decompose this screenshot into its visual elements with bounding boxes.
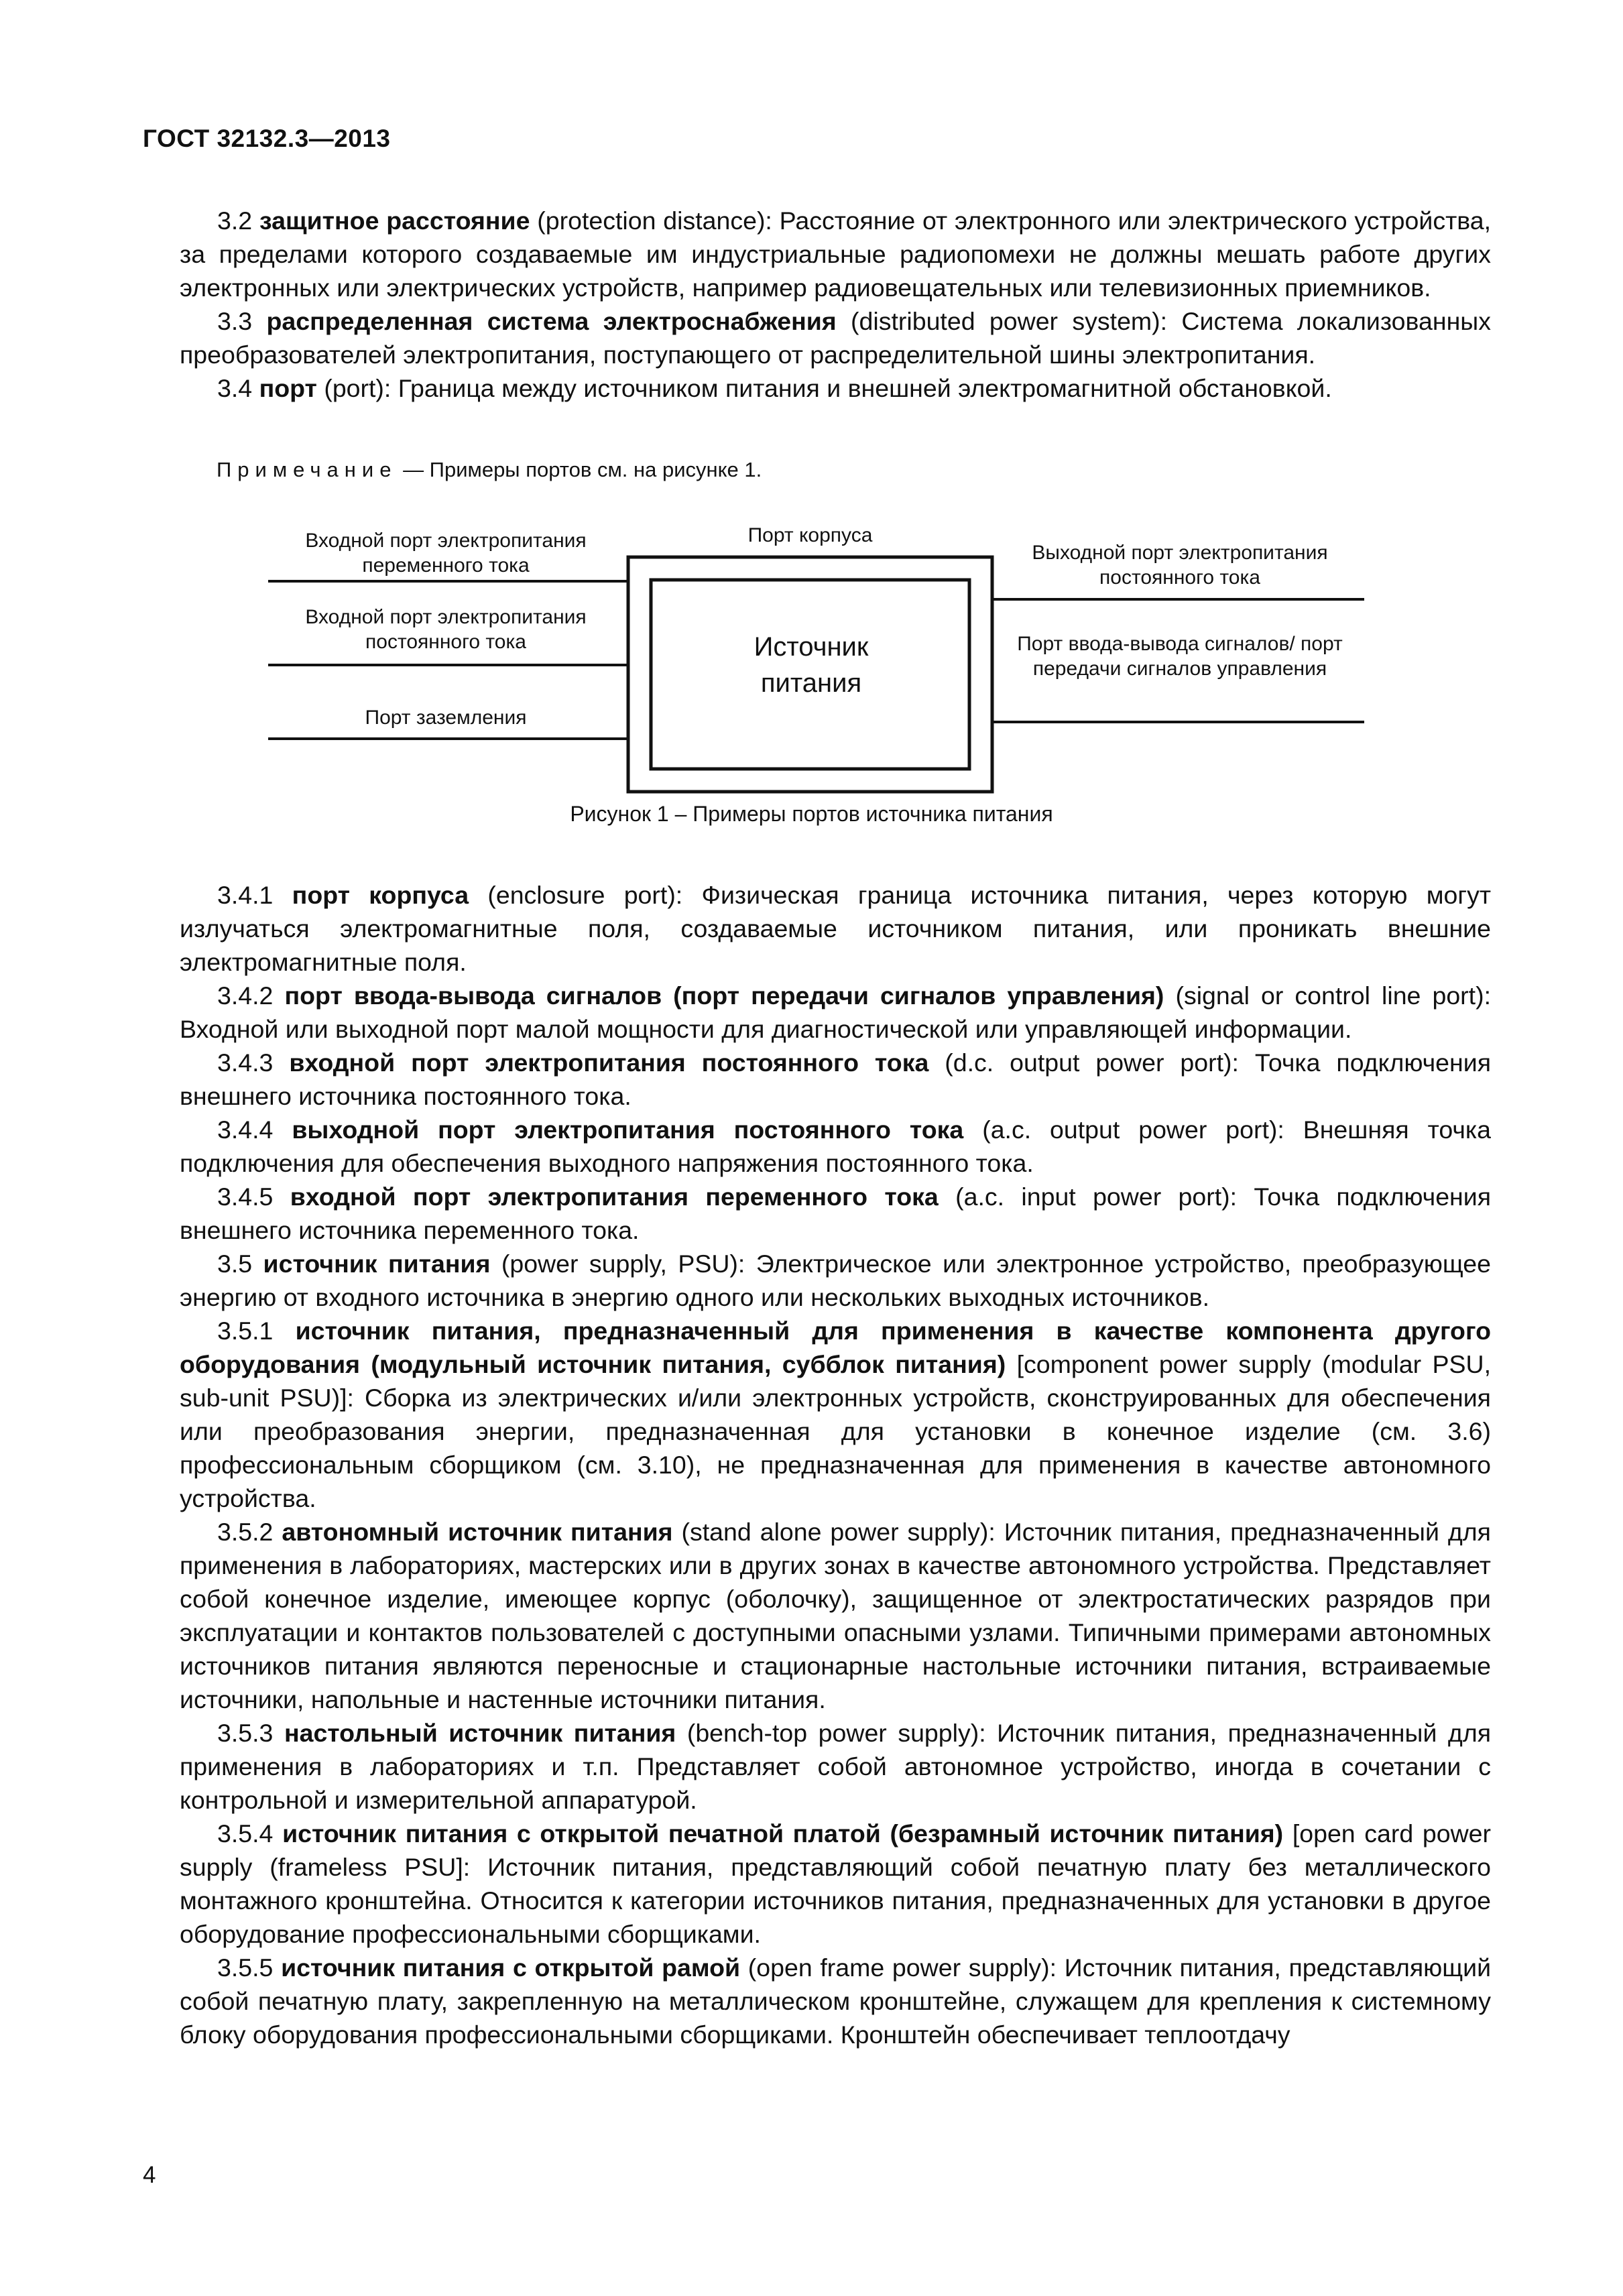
definition-number: 3.4.4 — [217, 1115, 274, 1144]
figure-caption: Рисунок 1 – Примеры портов источника питания — [570, 802, 1053, 826]
definition-text: (a.c. input power port): Точка подключения внешнего источника переменного тока. — [180, 1183, 1492, 1244]
definition-term: порт ввода-вывода сигналов (порт передачи сигналов управления) — [284, 981, 1164, 1010]
definition-text: (stand alone power supply): Источник питания, предназначенный для применения в лабораториях, мастерских или в других зонах в качестве автономного устройства. Представляет собой конечное изделие, имеющее корпус (оболочку), защищенное от электростатических разрядов при эксплуатации и контактов пользователей с доступными опасными узлами. Типичными примерами автономных источников питания являются переносные и стационарные настольные источники питания, встраиваемые источники, напольные и настенные источники питания. — [180, 1518, 1491, 1713]
note-label: Примечание — [217, 458, 398, 481]
definition-number: 3.5.4 — [217, 1819, 274, 1848]
definition-number: 3.5.2 — [217, 1518, 274, 1546]
definition-3-4-1 — [180, 878, 1491, 979]
label-dc-input-port: Входной порт электропитания постоянного тока — [305, 606, 587, 653]
definition-term: источник питания с открытой печатной платой (безрамный источник питания) — [282, 1819, 1284, 1848]
definition-term: распределенная система электроснабжения — [266, 307, 837, 335]
definition-text: (signal or control line port): Входной или выходной порт малой мощности для диагностической или управляющей информации. — [180, 981, 1491, 1043]
definition-number: 3.3 — [217, 307, 253, 335]
note — [217, 457, 762, 483]
definitions-top — [180, 204, 1491, 405]
definitions-main — [180, 878, 1491, 2051]
definition-text: (distributed power system): Система локализованных преобразователей электропитания, поступающего от распределительной шины электропитания. — [180, 307, 1491, 369]
document-header: ГОСТ 32132.3—2013 — [143, 125, 391, 152]
definition-text: (a.c. output power port): Внешняя точка подключения для обеспечения выходного напряжения постоянного тока. — [180, 1115, 1492, 1177]
definition-term: источник питания, предназначенный для применения в качестве компонента другого оборудования (модульный источник питания, субблок питания) — [180, 1317, 1491, 1378]
definition-3-4 — [180, 371, 1491, 405]
figure-ports-diagram — [0, 503, 1623, 851]
definition-text: [open card power supply (frameless PSU]: Источник питания, представляющий собой печатную плату без металлического монтажного кронштейна. Относится к категории источников питания, предназначенных для установки в другое оборудование профессиональными сборщиками. — [180, 1819, 1492, 1948]
definition-3-5-1 — [180, 1314, 1491, 1515]
definition-3-2 — [180, 204, 1491, 304]
definition-text: (open frame power supply): Источник питания, представляющий собой печатную плату, закрепленную на металлическом кронштейне, служащем для крепления к системному блоку оборудования профессиональными сборщиками. Кронштейн обеспечивает теплоотдачу — [180, 1953, 1492, 2049]
label-dc-output-port: Выходной порт электропитания постоянного тока — [1032, 542, 1328, 589]
label-power-supply: Источник питания — [754, 632, 869, 698]
definition-number: 3.2 — [217, 206, 253, 235]
definition-term: входной порт электропитания постоянного тока — [289, 1048, 929, 1077]
definition-3-5 — [180, 1247, 1491, 1314]
definition-term: выходной порт электропитания постоянного тока — [292, 1115, 964, 1144]
note-text: — Примеры портов см. на рисунке 1. — [403, 458, 762, 481]
label-enclosure-port: Порт корпуса — [747, 524, 873, 546]
definition-term: порт корпуса — [292, 881, 469, 909]
definition-3-5-4 — [180, 1817, 1491, 1951]
definition-number: 3.4.3 — [217, 1048, 274, 1077]
definition-term: автономный источник питания — [282, 1518, 673, 1546]
definition-number: 3.5.5 — [217, 1953, 274, 1982]
label-ground-port: Порт заземления — [365, 707, 527, 729]
definition-3-5-3 — [180, 1716, 1491, 1817]
page-number: 4 — [143, 2162, 156, 2188]
definition-number: 3.4.2 — [217, 981, 274, 1010]
definition-term: защитное расстояние — [259, 206, 530, 235]
definition-text: (power supply, PSU): Электрическое или электронное устройство, преобразующее энергию от входного источника в энергию одного или нескольких выходных источников. — [180, 1250, 1491, 1311]
definition-term: входной порт электропитания переменного тока — [290, 1183, 939, 1211]
definition-number: 3.4 — [217, 374, 253, 402]
definition-number: 3.5 — [217, 1250, 253, 1278]
definition-text: (bench-top power supply): Источник питания, предназначенный для применения в лабораториях и т.п. Представляет собой автономное устройство, иногда в сочетании с контрольной и измерительной аппаратурой. — [180, 1719, 1491, 1814]
definition-number: 3.4.5 — [217, 1183, 274, 1211]
definition-3-4-4 — [180, 1113, 1491, 1180]
definition-3-4-5 — [180, 1180, 1491, 1247]
label-signal-port: Порт ввода-вывода сигналов/ порт передачи сигналов управления — [1017, 633, 1343, 680]
definition-3-4-3 — [180, 1046, 1491, 1113]
definition-number: 3.4.1 — [217, 881, 274, 909]
definition-text: [component power supply (modular PSU, sub-unit PSU)]: Сборка из электрических и/или электронных устройств, сконструированных для обеспечения или преобразования энергии, предназначенная для установки в конечное изделие (см. 3.6) профессиональным сборщиком (см. 3.10), не предназначенная для применения в качестве автономного устройства. — [180, 1350, 1491, 1512]
definition-3-4-2 — [180, 979, 1491, 1046]
definition-text: (port): Граница между источником питания и внешней электромагнитной обстановкой. — [324, 374, 1332, 402]
definition-number: 3.5.3 — [217, 1719, 274, 1747]
definition-3-5-2 — [180, 1515, 1491, 1716]
definition-term: настольный источник питания — [284, 1719, 676, 1747]
definition-3-5-5 — [180, 1951, 1491, 2051]
definition-term: источник питания с открытой рамой — [281, 1953, 741, 1982]
definition-text: (enclosure port): Физическая граница источника питания, через которую могут излучаться электромагнитные поля, создаваемые источником питания, или проникать внешние электромагнитные поля. — [180, 881, 1492, 976]
label-ac-input-port: Входной порт электропитания переменного тока — [305, 530, 587, 577]
definition-term: источник питания — [263, 1250, 491, 1278]
definition-3-3 — [180, 304, 1491, 371]
definition-text: (protection distance): Расстояние от электронного или электрического устройства, за пределами которого создаваемые им индустриальные радиопомехи не должны мешать работе других электронных или электрических устройств, например радиовещательных или телевизионных приемников. — [180, 206, 1492, 302]
definition-term: порт — [259, 374, 317, 402]
definition-number: 3.5.1 — [217, 1317, 274, 1345]
definition-text: (d.c. output power port): Точка подключения внешнего источника постоянного тока. — [180, 1048, 1491, 1110]
